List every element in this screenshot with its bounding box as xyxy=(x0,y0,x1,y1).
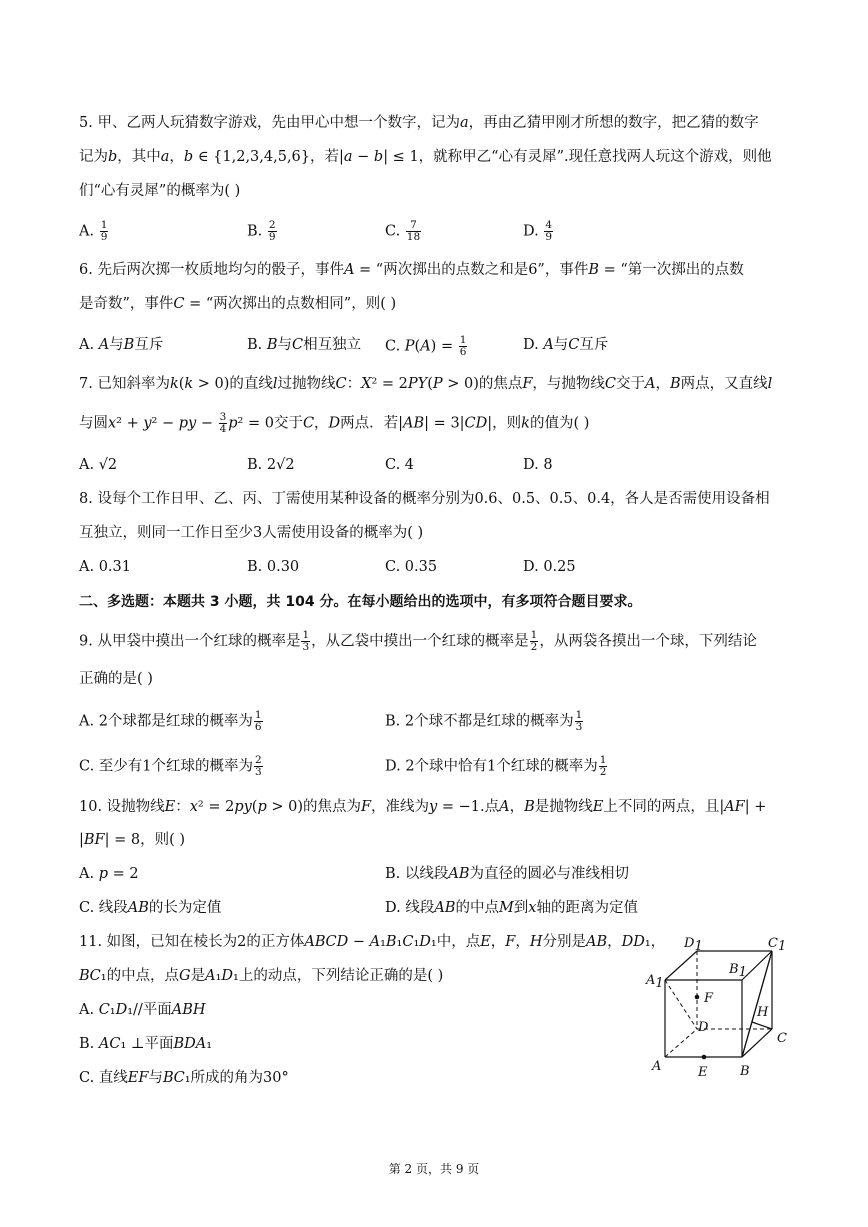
label-C: C xyxy=(777,1031,787,1046)
q9-option-a: A. 2个球都是红球的概率为 $\frac{1}{6}$ xyxy=(79,709,262,733)
q7-option-a: A. √2 xyxy=(79,457,118,473)
label-H: H xyxy=(757,1005,769,1020)
q9-line2: 正确的是( ) xyxy=(79,671,153,687)
q8-option-c: C. 0.35 xyxy=(385,559,438,575)
q10-option-a: A. 𝑝 = 2 xyxy=(79,866,139,882)
q9-option-b: B. 2个球不都是红球的概率为 $\frac{1}{3}$ xyxy=(385,709,583,733)
label-D1: D1 xyxy=(684,936,703,954)
q9-option-c: C. 至少有1个红球的概率为 $\frac{2}{3}$ xyxy=(79,754,262,778)
q5-line1: 5. 甲、乙两人玩猜数字游戏，先由甲心中想一个数字，记为𝑎，再由乙猜甲刚才所想的数字，把乙猜的数字 xyxy=(79,115,759,131)
q11-option-c: C. 直线𝐸𝐹与𝐵𝐶₁所成的角为30° xyxy=(79,1070,289,1086)
q10-option-b: B. 以线段𝐴𝐵为直径的圆必与准线相切 xyxy=(385,866,629,882)
q8-option-a: A. 0.31 xyxy=(79,559,131,575)
q8-option-b: B. 0.30 xyxy=(247,559,300,575)
label-B: B xyxy=(740,1064,750,1079)
q9-option-d: D. 2个球中恰有1个红球的概率为 $\frac{1}{2}$ xyxy=(385,754,607,778)
q10-option-d: D. 线段𝐴𝐵的中点𝑀到𝑥轴的距离为定值 xyxy=(385,900,638,916)
q7-option-c: C. 4 xyxy=(385,457,415,473)
label-F: F xyxy=(704,991,714,1006)
label-A1: A1 xyxy=(646,973,664,991)
edge-AD xyxy=(665,1029,697,1057)
q8-line2: 互独立，则同一工作日至少3人需使用设备的概率为( ) xyxy=(79,525,424,541)
q6-option-b: B. 𝐵与𝐶相互独立 xyxy=(247,337,362,353)
label-D: D xyxy=(698,1020,709,1035)
q6-option-a: A. 𝐴与𝐵互斥 xyxy=(79,337,164,353)
edge-A1D1 xyxy=(665,951,697,980)
label-C1: C1 xyxy=(768,936,787,954)
q8-line1: 8. 设每个工作日甲、乙、丙、丁需使用某种设备的概率分别为0.6、0.5、0.5、0.4，各人是否需使用设备相 xyxy=(79,491,770,507)
q6-option-c: C. 𝑃(𝐴) = $\frac{1}{6}$ xyxy=(385,334,467,358)
q6-line2: 是奇数”，事件𝐶 = “两次掷出的点数相同”，则( ) xyxy=(79,296,397,312)
q11-option-a: A. 𝐶₁𝐷₁//平面𝐴𝐵𝐻 xyxy=(79,1002,206,1018)
q5-option-b: B. $\frac{2}{9}$ xyxy=(247,219,276,243)
q9-line1: 9. 从甲袋中摸出一个红球的概率是 $\frac{1}{3}$ ，从乙袋中摸出一个红球的概率是 $\frac{1}{2}$ ，从两袋各摸出一个球，下列结论 xyxy=(79,629,757,653)
q5-option-c: C. $\frac{7}{18}$ xyxy=(385,219,421,243)
q5-line2: 记为𝑏，其中𝑎，𝑏 ∈ {1,2,3,4,5,6}，若|𝑎 − 𝑏| ≤ 1，就称甲乙“心有灵犀”.现任意找两人玩这个游戏，则他 xyxy=(79,149,772,165)
q10-line1: 10. 设抛物线𝐸：𝑥² = 2𝑝𝑦(𝑝 > 0)的焦点为𝐹，准线为𝑦 = −1.点𝐴，𝐵是抛物线𝐸上不同的两点，且|𝐴𝐹| + xyxy=(79,799,767,815)
cube-figure xyxy=(640,930,800,1080)
segment-HC xyxy=(752,1022,772,1029)
segment-A1D xyxy=(665,980,697,1029)
section-heading-multiple-choice: 二、多选题：本题共 3 小题，共 104 分。在每小题给出的选项中，有多项符合题目要求。 xyxy=(79,594,642,610)
q5-option-d: D. $\frac{4}{9}$ xyxy=(523,219,553,243)
q10-line2: |𝐵𝐹| = 8，则( ) xyxy=(79,832,186,848)
q6-line1: 6. 先后两次掷一枚质地均匀的骰子，事件𝐴 = “两次掷出的点数之和是6”，事件𝐵 = “第一次掷出的点数 xyxy=(79,262,744,278)
page-footer: 第 2 页，共 9 页 xyxy=(388,1162,480,1176)
q7-option-b: B. 2√2 xyxy=(247,457,295,473)
q11-line2: 𝐵𝐶₁的中点，点𝐺是𝐴₁𝐷₁上的动点，下列结论正确的是( ) xyxy=(79,968,444,984)
point-F xyxy=(695,995,700,1000)
q11-option-b: B. 𝐴𝐶₁ ⊥平面𝐵𝐷𝐴₁ xyxy=(79,1036,213,1052)
q5-line3: 们“心有灵犀”的概率为( ) xyxy=(79,183,241,199)
label-B1: B1 xyxy=(729,962,747,980)
q5-option-a: A. $\frac{1}{9}$ xyxy=(79,219,108,243)
label-E: E xyxy=(698,1065,708,1080)
q7-line1: 7. 已知斜率为𝑘(𝑘 > 0)的直线𝑙过抛物线𝐶：𝑋² = 2𝑃𝑌(𝑃 > 0)的焦点𝐹，与抛物线𝐶交于𝐴，𝐵两点，又直线𝑙 xyxy=(79,376,773,392)
q11-line1: 11. 如图，已知在棱长为2的正方体𝐴𝐵𝐶𝐷 − 𝐴₁𝐵₁𝐶₁𝐷₁中，点𝐸，𝐹，𝐻分别是𝐴𝐵，𝐷𝐷₁， xyxy=(79,934,666,950)
q6-option-d: D. 𝐴与𝐶互斥 xyxy=(523,337,609,353)
point-E xyxy=(702,1055,707,1060)
q7-line2: 与圆𝑥² + 𝑦² − 𝑝𝑦 − $\frac{3}{4}$ 𝑝² = 0交于𝐶，𝐷两点．若|𝐴𝐵| = 3|𝐶𝐷|，则𝑘的值为( ) xyxy=(79,411,590,435)
label-A: A xyxy=(652,1059,662,1074)
q10-option-c: C. 线段𝐴𝐵的长为定值 xyxy=(79,900,222,916)
q8-option-d: D. 0.25 xyxy=(523,559,576,575)
q7-option-d: D. 8 xyxy=(523,457,553,473)
